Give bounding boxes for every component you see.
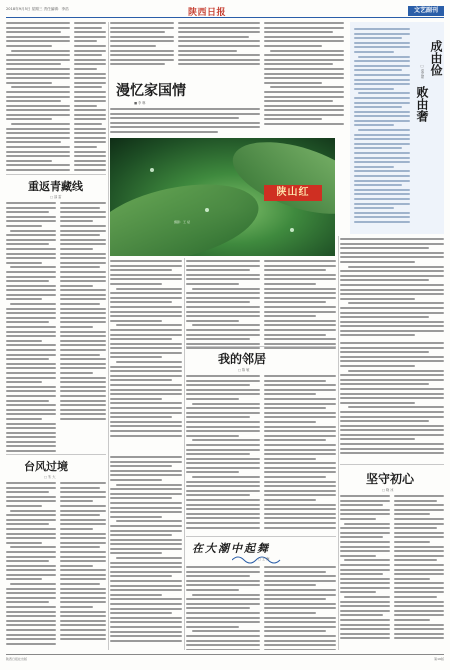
section-divider	[186, 346, 336, 347]
typhoon-body-3	[110, 456, 182, 650]
section-divider	[186, 536, 336, 537]
section-divider	[340, 464, 444, 465]
wave-ornament	[232, 552, 282, 564]
center-top-column-3	[264, 22, 344, 132]
column-divider	[108, 22, 109, 650]
article-title-neighbor: 我的邻居	[218, 352, 267, 366]
heart-body-2	[394, 495, 444, 645]
water-drop	[205, 208, 209, 212]
center-lower-column-3	[264, 260, 336, 360]
feature-photo	[110, 138, 335, 256]
center-top-column	[110, 22, 174, 70]
article-title-heart: 坚守初心	[366, 472, 415, 486]
article-byline-green: □ 邵 雷	[50, 195, 62, 199]
article-title-green: 重返青藏线	[28, 180, 83, 193]
memory-body	[110, 108, 260, 136]
footer-right: 第16版	[434, 657, 444, 661]
article-byline-typhoon: □ 朱 大	[44, 475, 56, 479]
section-divider	[6, 454, 106, 455]
right-lower-column	[340, 342, 444, 460]
center-lower-column-2	[186, 260, 260, 360]
article-title-tide: 在大潮中起舞	[192, 542, 270, 555]
section-label: 文艺副刊	[408, 6, 444, 16]
article-byline-thrift: □ 梁宏斌	[420, 64, 424, 79]
article-byline-neighbor: □ 陈 敏	[238, 368, 250, 372]
heart-body-1	[340, 495, 390, 645]
issue-meta: 2018年9月5日 星期三 责任编辑：李浩	[6, 7, 69, 11]
section-divider	[6, 174, 106, 175]
photo-stamp: 陕山红	[264, 185, 322, 201]
article-title-thrift-2: 败由奢	[415, 86, 429, 122]
water-drop	[290, 228, 294, 232]
center-lower-column	[110, 260, 182, 450]
tide-body-2	[264, 566, 336, 650]
article-byline-memory: ■ 李 琳	[134, 101, 146, 105]
typhoon-body-2	[60, 482, 106, 650]
page-header	[6, 4, 444, 18]
column-divider	[338, 236, 339, 650]
footer-left: 陕西日报社出版	[6, 657, 28, 661]
article-title-typhoon: 台风过境	[24, 460, 68, 473]
tide-body-1	[186, 566, 260, 650]
article-title-thrift-1: 成由俭	[429, 40, 443, 76]
typhoon-body-1	[6, 482, 56, 650]
neighbor-body-2	[264, 375, 336, 545]
left-top-column-2	[74, 22, 106, 172]
page-footer	[6, 654, 444, 664]
newspaper-logo: 陕西日报	[188, 8, 227, 18]
column-divider	[184, 258, 185, 650]
photo-caption: 摄影：王 斌	[174, 220, 190, 224]
neighbor-body-1	[186, 375, 260, 545]
article-byline-tide: □ 王 海	[258, 557, 270, 561]
article-byline-heart: □ 晓 冰	[382, 488, 394, 492]
sidebar-body-left	[354, 28, 410, 230]
article-title-memory: 漫忆家国情	[116, 83, 186, 99]
center-top-column-2	[178, 22, 260, 70]
water-drop	[150, 168, 154, 172]
leaf-shape	[110, 171, 265, 256]
right-mid-column	[340, 238, 444, 338]
left-top-column	[6, 22, 70, 172]
green-body-1	[6, 202, 56, 452]
green-body-2	[60, 202, 106, 452]
